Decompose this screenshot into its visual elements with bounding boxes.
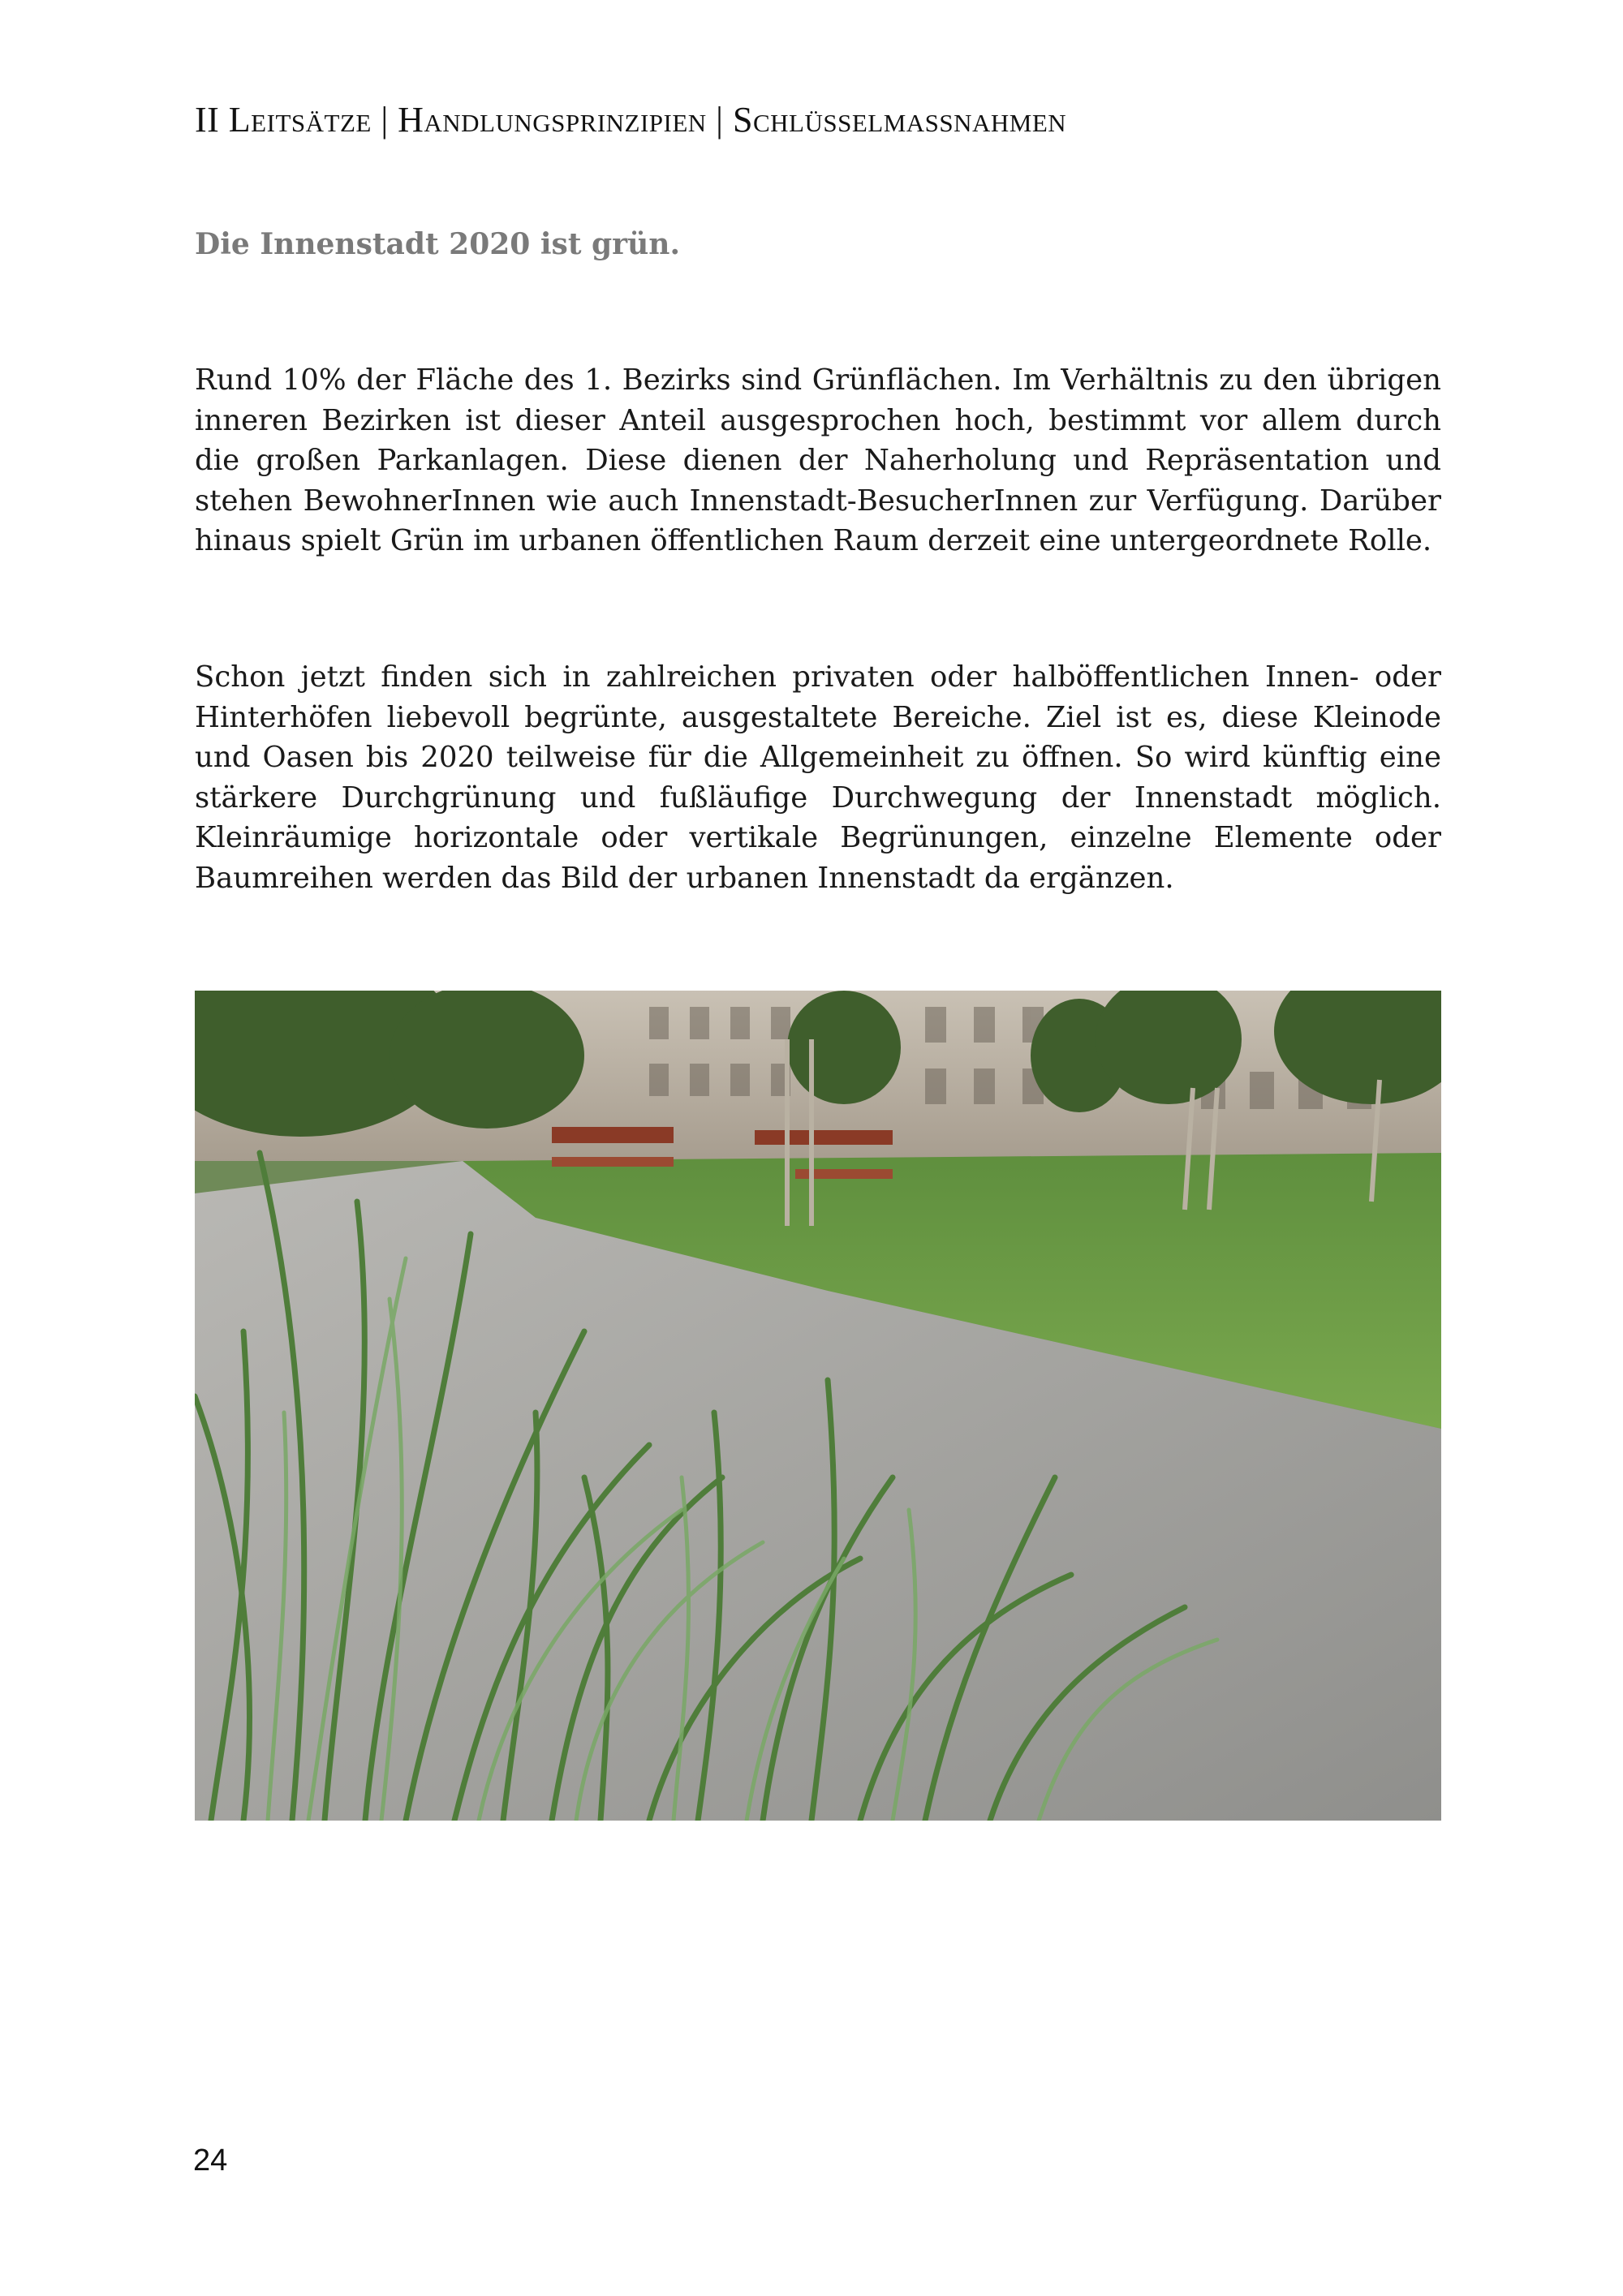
section-subtitle: Die Innenstadt 2020 ist grün. [195,227,681,261]
park-photo [195,991,1441,1821]
body-paragraph-2: Schon jetzt finden sich in zahlreichen privaten oder halböffentlichen Innen- oder Hinterhöfen liebevoll begrünte, ausgestaltete Bereiche. Ziel ist es, diese Kleinode und Oasen bis 2020 teilweise für die Allgemeinheit zu öffnen. So wird künftig eine stärkere Durchgrünung und fußläufige Durchwegung der Innenstadt möglich. Kleinräumige horizontale oder vertikale Begrünungen, einzelne Elemente oder Baumreihen werden das Bild der urbanen Innenstadt da ergänzen. [195,660,1441,895]
park-photo-illustration [195,991,1441,1821]
running-header: II Leitsätze | Handlungsprinzipien | Schlüsselmassnahmen [195,100,1067,140]
page-number: 24 [193,2143,228,2178]
body-paragraph-1: Rund 10% der Fläche des 1. Bezirks sind Grünflächen. Im Verhältnis zu den übrigen inneren Bezirken ist dieser Anteil ausgesprochen hoch, bestimmt vor allem durch die großen Parkanlagen. Diese dienen der Naherholung und Repräsentation und stehen BewohnerInnen wie auch Innenstadt-BesucherInnen zur Verfügung. Darüber hinaus spielt Grün im urbanen öffentlichen Raum derzeit eine untergeordnete Rolle. [195,363,1441,557]
